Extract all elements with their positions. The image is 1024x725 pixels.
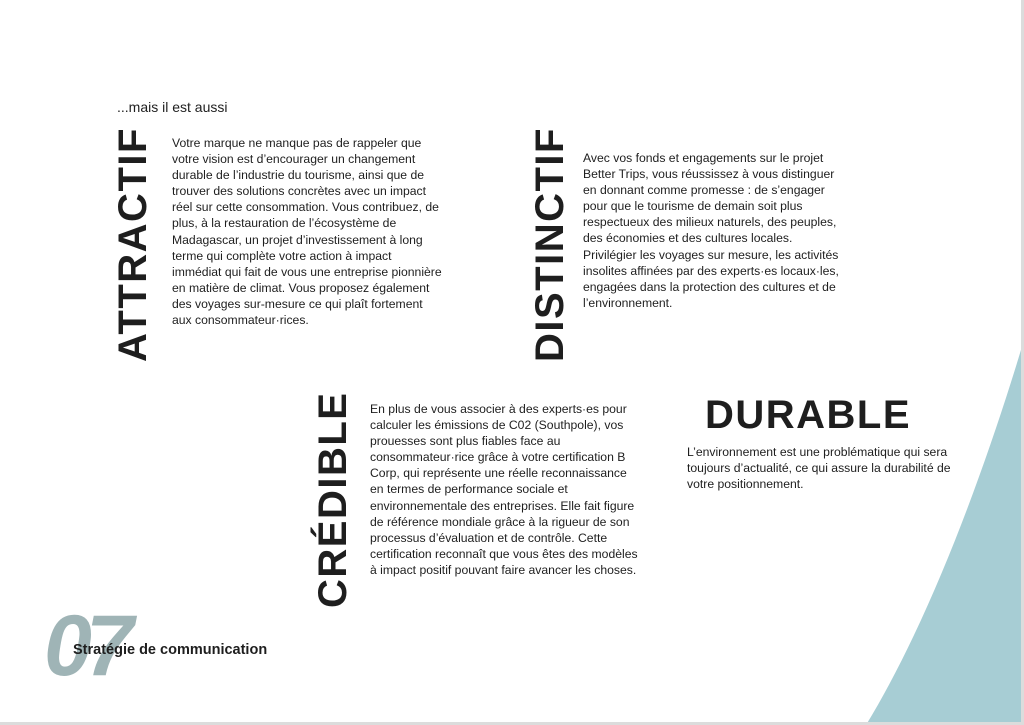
durable-title: DURABLE <box>705 393 912 437</box>
attractif-title: ATTRACTIF <box>111 127 155 362</box>
durable-text: L’environnement est une problématique qui sera toujours d’actualité, ce qui assure la durabilité de votre positionnement. <box>687 445 951 492</box>
distinctif-text: Avec vos fonds et engagements sur le projet Better Trips, vous réussissez à vous distinguer en donnant comme promesse : de s’engager pour que le tourisme de demain soit plus respectueux des milieux naturels, des peuples, des économies et des cultures locales. Privilégier les voyages sur mesure, les activités insolites affinées par des experts·es locaux·les, engagées dans la protection des cultures et de l’environnement. <box>583 151 839 310</box>
credible-text: En plus de vous associer à des experts·es pour calculer les émissions de C02 (Southpole), vos prouesses sont plus fiables face au consommateur·rice grâce à votre certification B Corp, qui représente une réelle reconnaissance en termes de performance sociale et environnementale des entreprises. Elle fait figure de référence mondiale grâce à la rigueur de son processus d’évaluation et de contrôle. Cette certification reconnaît que vous êtes des modèles à impact positif pouvant faire avancer les choses. <box>370 402 638 577</box>
section-label: Stratégie de communication <box>73 642 268 658</box>
page-number: 07 <box>44 598 128 694</box>
attractif-text: Votre marque ne manque pas de rappeler que votre vision est d’encourager un changement durable de l’industrie du tourisme, ainsi que de trouver des solutions concrètes avec un impact réel sur cette consommation. Vous contribuez, de plus, à la restauration de l’écosystème de Madagascar, un projet d’investissement à long terme qui complète votre action à impact immédiat qui fait de vous une entreprise pionnière en matière de climat. Vous proposez également des voyages sur-mesure ce qui plaît fortement aux consommateur·rices. <box>172 136 442 328</box>
distinctif-title: DISTINCTIF <box>528 127 572 362</box>
credible-title: CRÉDIBLE <box>311 391 355 608</box>
intro-text: ...mais il est aussi <box>117 99 228 115</box>
